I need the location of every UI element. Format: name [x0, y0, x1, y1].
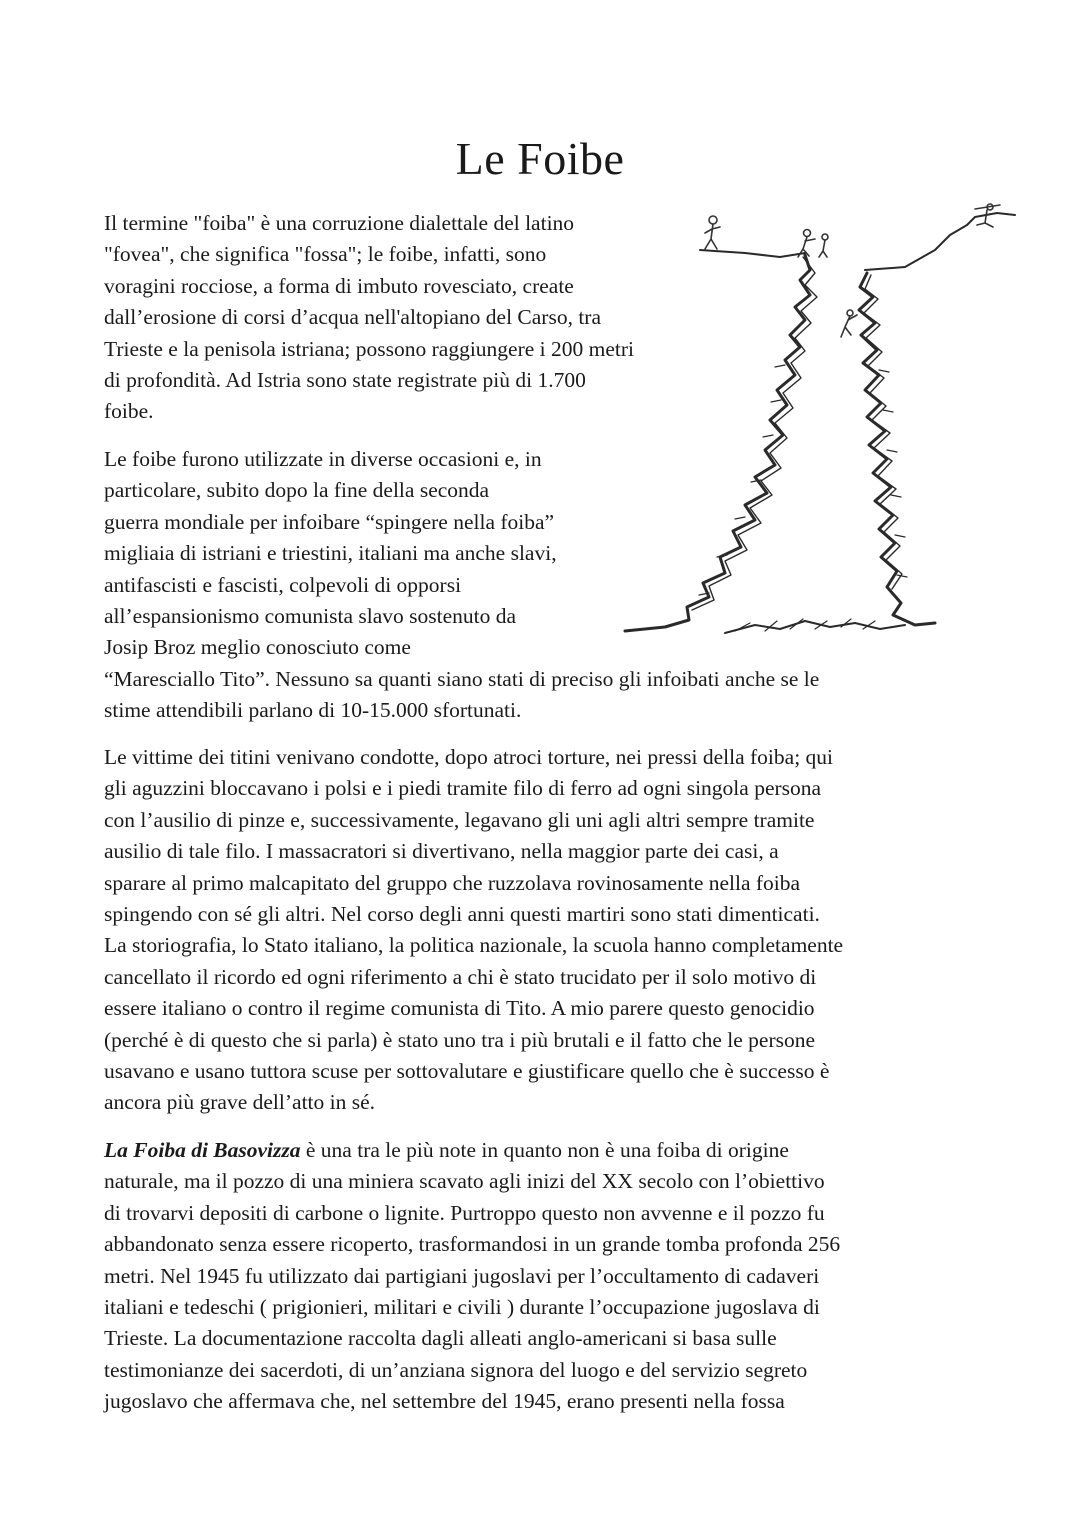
text-line: testimonianze dei sacerdoti, di un’anziana signora del luogo e del servizio segreto [104, 1357, 808, 1382]
text-fragment: è una tra le più note in quanto non è una foiba di origine [300, 1138, 789, 1162]
text-line: ausilio di tale filo. I massacratori si divertivano, nella maggior parte dei casi, a [104, 839, 779, 864]
text-line: abbandonato senza essere ricoperto, trasformandosi in un grande tomba profonda 256 [104, 1232, 841, 1257]
text-line: con l’ausilio di pinze e, successivamente, legavano gli uni agli altri sempre tramite [104, 807, 815, 832]
text-line: (perché è di questo che si parla) è stato uno tra i più brutali e il fatto che le persone [104, 1027, 816, 1052]
text-line: Il termine "foiba" è una corruzione dialettale del latino [104, 211, 575, 235]
text-line: spingendo con sé gli altri. Nel corso degli anni questi martiri sono stati dimenticati. [104, 902, 820, 927]
page-title: Le Foibe [455, 133, 625, 184]
text-line: naturale, ma il pozzo di una miniera scavato agli inizi del XX secolo con l’obiettivo [104, 1169, 825, 1194]
text-line: usavano e usano tuttora scuse per sottovalutare e giustificare quello che è successo è [104, 1059, 830, 1084]
text-line: Le foibe furono utilizzate in diverse occasioni e, in [104, 447, 542, 471]
paragraph-basovizza [104, 1135, 840, 1418]
text-line: all’espansionismo comunista slavo sostenuto da [104, 604, 517, 629]
text-line: voragini rocciose, a forma di imbuto rovesciato, create [104, 273, 574, 298]
text-line: Trieste e la penisola istriana; possono raggiungere i 200 metri [104, 336, 635, 361]
text-line: “Maresciallo Tito”. Nessuno sa quanti siano stati di preciso gli infoibati anche se le [104, 666, 820, 691]
text-line: metri. Nel 1945 fu utilizzato dai partigiani jugoslavi per l’occultamento di cadaveri [104, 1263, 820, 1288]
text-line: migliaia di istriani e triestini, italiani ma anche slavi, [104, 541, 557, 566]
text-line: essere italiano o contro il regime comunista di Tito. A mio parere questo genocidio [104, 996, 815, 1021]
text-line [104, 1135, 840, 1166]
text-line: Josip Broz meglio conosciuto come [104, 635, 411, 660]
text-line: jugoslavo che affermava che, nel settembre del 1945, erano presenti nella fossa [104, 1389, 785, 1414]
text-line: cancellato il ricordo ed ogni riferimento a chi è stato trucidato per il solo motivo di [104, 964, 817, 989]
text-line: stime attendibili parlano di 10-15.000 sfortunati. [104, 698, 522, 723]
text-line: sparare al primo malcapitato del gruppo che ruzzolava rovinosamente nella foiba [104, 870, 801, 895]
text-line: Le vittime dei titini venivano condotte, dopo atroci torture, nei pressi della foiba; qui [104, 745, 834, 769]
text-line: Trieste. La documentazione raccolta dagli alleati anglo-americani si basa sulle [104, 1326, 777, 1351]
text-line: ancora più grave dell’atto in sé. [104, 1090, 376, 1115]
paragraph-usage [104, 444, 819, 727]
text-line: particolare, subito dopo la fine della seconda [104, 478, 490, 503]
paragraph-intro [104, 208, 634, 428]
text-line: antifascisti e fascisti, colpevoli di opporsi [104, 572, 462, 597]
text-line: guerra mondiale per infoibare “spingere nella foiba” [104, 509, 555, 534]
text-line: italiani e tedeschi ( prigionieri, militari e civili ) durante l’occupazione jugoslava di [104, 1295, 820, 1320]
paragraph-victims [104, 742, 843, 1119]
basovizza-heading: La Foiba di Basovizza [104, 1138, 301, 1162]
text-line: La storiografia, lo Stato italiano, la politica nazionale, la scuola hanno completamente [104, 933, 844, 958]
text-line: gli aguzzini bloccavano i polsi e i piedi tramite filo di ferro ad ogni singola persona [104, 776, 822, 801]
text-line: foibe. [104, 399, 154, 424]
text-line: dall’erosione di corsi d’acqua nell'altopiano del Carso, tra [104, 305, 602, 330]
text-line: di profondità. Ad Istria sono state registrate più di 1.700 [104, 368, 586, 393]
text-line: "fovea", che significa "fossa"; le foibe, infatti, sono [104, 242, 547, 267]
text-line: di trovarvi depositi di carbone o lignite. Purtroppo questo non avvenne e il pozzo fu [104, 1200, 825, 1225]
